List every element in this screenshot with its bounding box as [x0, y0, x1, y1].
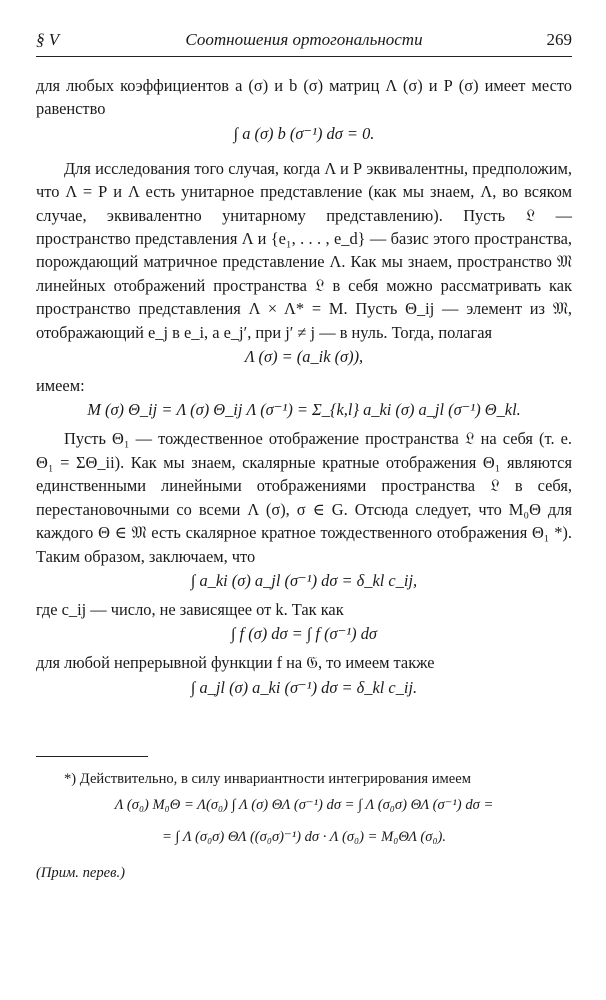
- footnote-text: *) Действительно, в силу инвариантности интегрирования имеем: [64, 771, 471, 787]
- footnote: [36, 768, 572, 884]
- paragraph: имеем:: [36, 376, 85, 396]
- footnote-equation: Λ (σ₀) Μ₀Θ = Λ(σ₀) ∫ Λ (σ) ΘΛ (σ⁻¹) dσ = ∫ Λ (σ₀σ) ΘΛ (σ⁻¹) dσ =: [114, 797, 494, 813]
- paragraph: Пусть Θ₁ — тождественное отображение пространства 𝔏 на себя (т. е. Θ₁ = ΣΘ_ii). Как мы знаем, скалярные кратные отображения Θ₁ являются единственными линейными отображениями пространства 𝔏 в себя, перестановочными со всеми Λ (σ), σ ∈ G. Отсюда следует, что Μ₀Θ для каждого Θ ∈ 𝔐 есть скалярное кратное тождественного отображения Θ₁ *). Таким образом, заключаем, что: [36, 429, 572, 566]
- paragraph: где c_ij — число, не зависящее от k. Так как: [36, 599, 344, 619]
- main-text: [36, 74, 572, 705]
- equation: ∫ a_jl (σ) a_ki (σ⁻¹) dσ = δ_kl c_ij.: [190, 677, 418, 697]
- equation: ∫ a (σ) b (σ⁻¹) dσ = 0.: [233, 123, 375, 143]
- equation: ∫ f (σ) dσ = ∫ f (σ⁻¹) dσ: [230, 624, 378, 644]
- paragraph: для любой непрерывной функции f на 𝔊, то имеем также: [36, 653, 435, 673]
- equation: Μ (σ) Θ_ij = Λ (σ) Θ_ij Λ (σ⁻¹) = Σ_{k,l} a_ki (σ) a_jl (σ⁻¹) Θ_kl.: [87, 400, 521, 420]
- running-header: [36, 26, 572, 57]
- page-number: 269: [546, 30, 572, 49]
- paragraph: Для исследования того случая, когда Λ и Ρ эквивалентны, предположим, что Λ = Ρ и Λ есть унитарное представление (как мы знаем, Λ, во всяком случае, эквивалентно унитарному представлению). Пусть 𝔏 — пространство представления Λ и {e₁, . . . , e_d} — базис этого пространства, порождающий матричное представление Λ. Как мы знаем, пространство 𝔐 линейных отображений пространства 𝔏 в себя можно рассматривать как пространство представления Λ × Λ* = Μ. Пусть Θ_ij — элемент из 𝔐, отображающий e_j в e_i, а e_j′, при j′ ≠ j — в нуль. Тогда, полагая: [36, 158, 572, 342]
- paragraph: для любых коэффициентов a (σ) и b (σ) матриц Λ (σ) и Ρ (σ) имеет место равенство: [36, 76, 572, 119]
- equation: Λ (σ) = (a_ik (σ)),: [244, 347, 364, 367]
- translator-note: (Прим. перев.): [36, 865, 125, 881]
- footnote-equation: = ∫ Λ (σ₀σ) ΘΛ ((σ₀σ)⁻¹) dσ · Λ (σ₀) = Μ₀ΘΛ (σ₀).: [161, 829, 447, 845]
- section-label: § V: [36, 30, 60, 49]
- equation: ∫ a_ki (σ) a_jl (σ⁻¹) dσ = δ_kl c_ij,: [190, 570, 418, 590]
- chapter-title: Соотношения ортогональности: [185, 30, 423, 49]
- footnote-divider: [36, 756, 148, 757]
